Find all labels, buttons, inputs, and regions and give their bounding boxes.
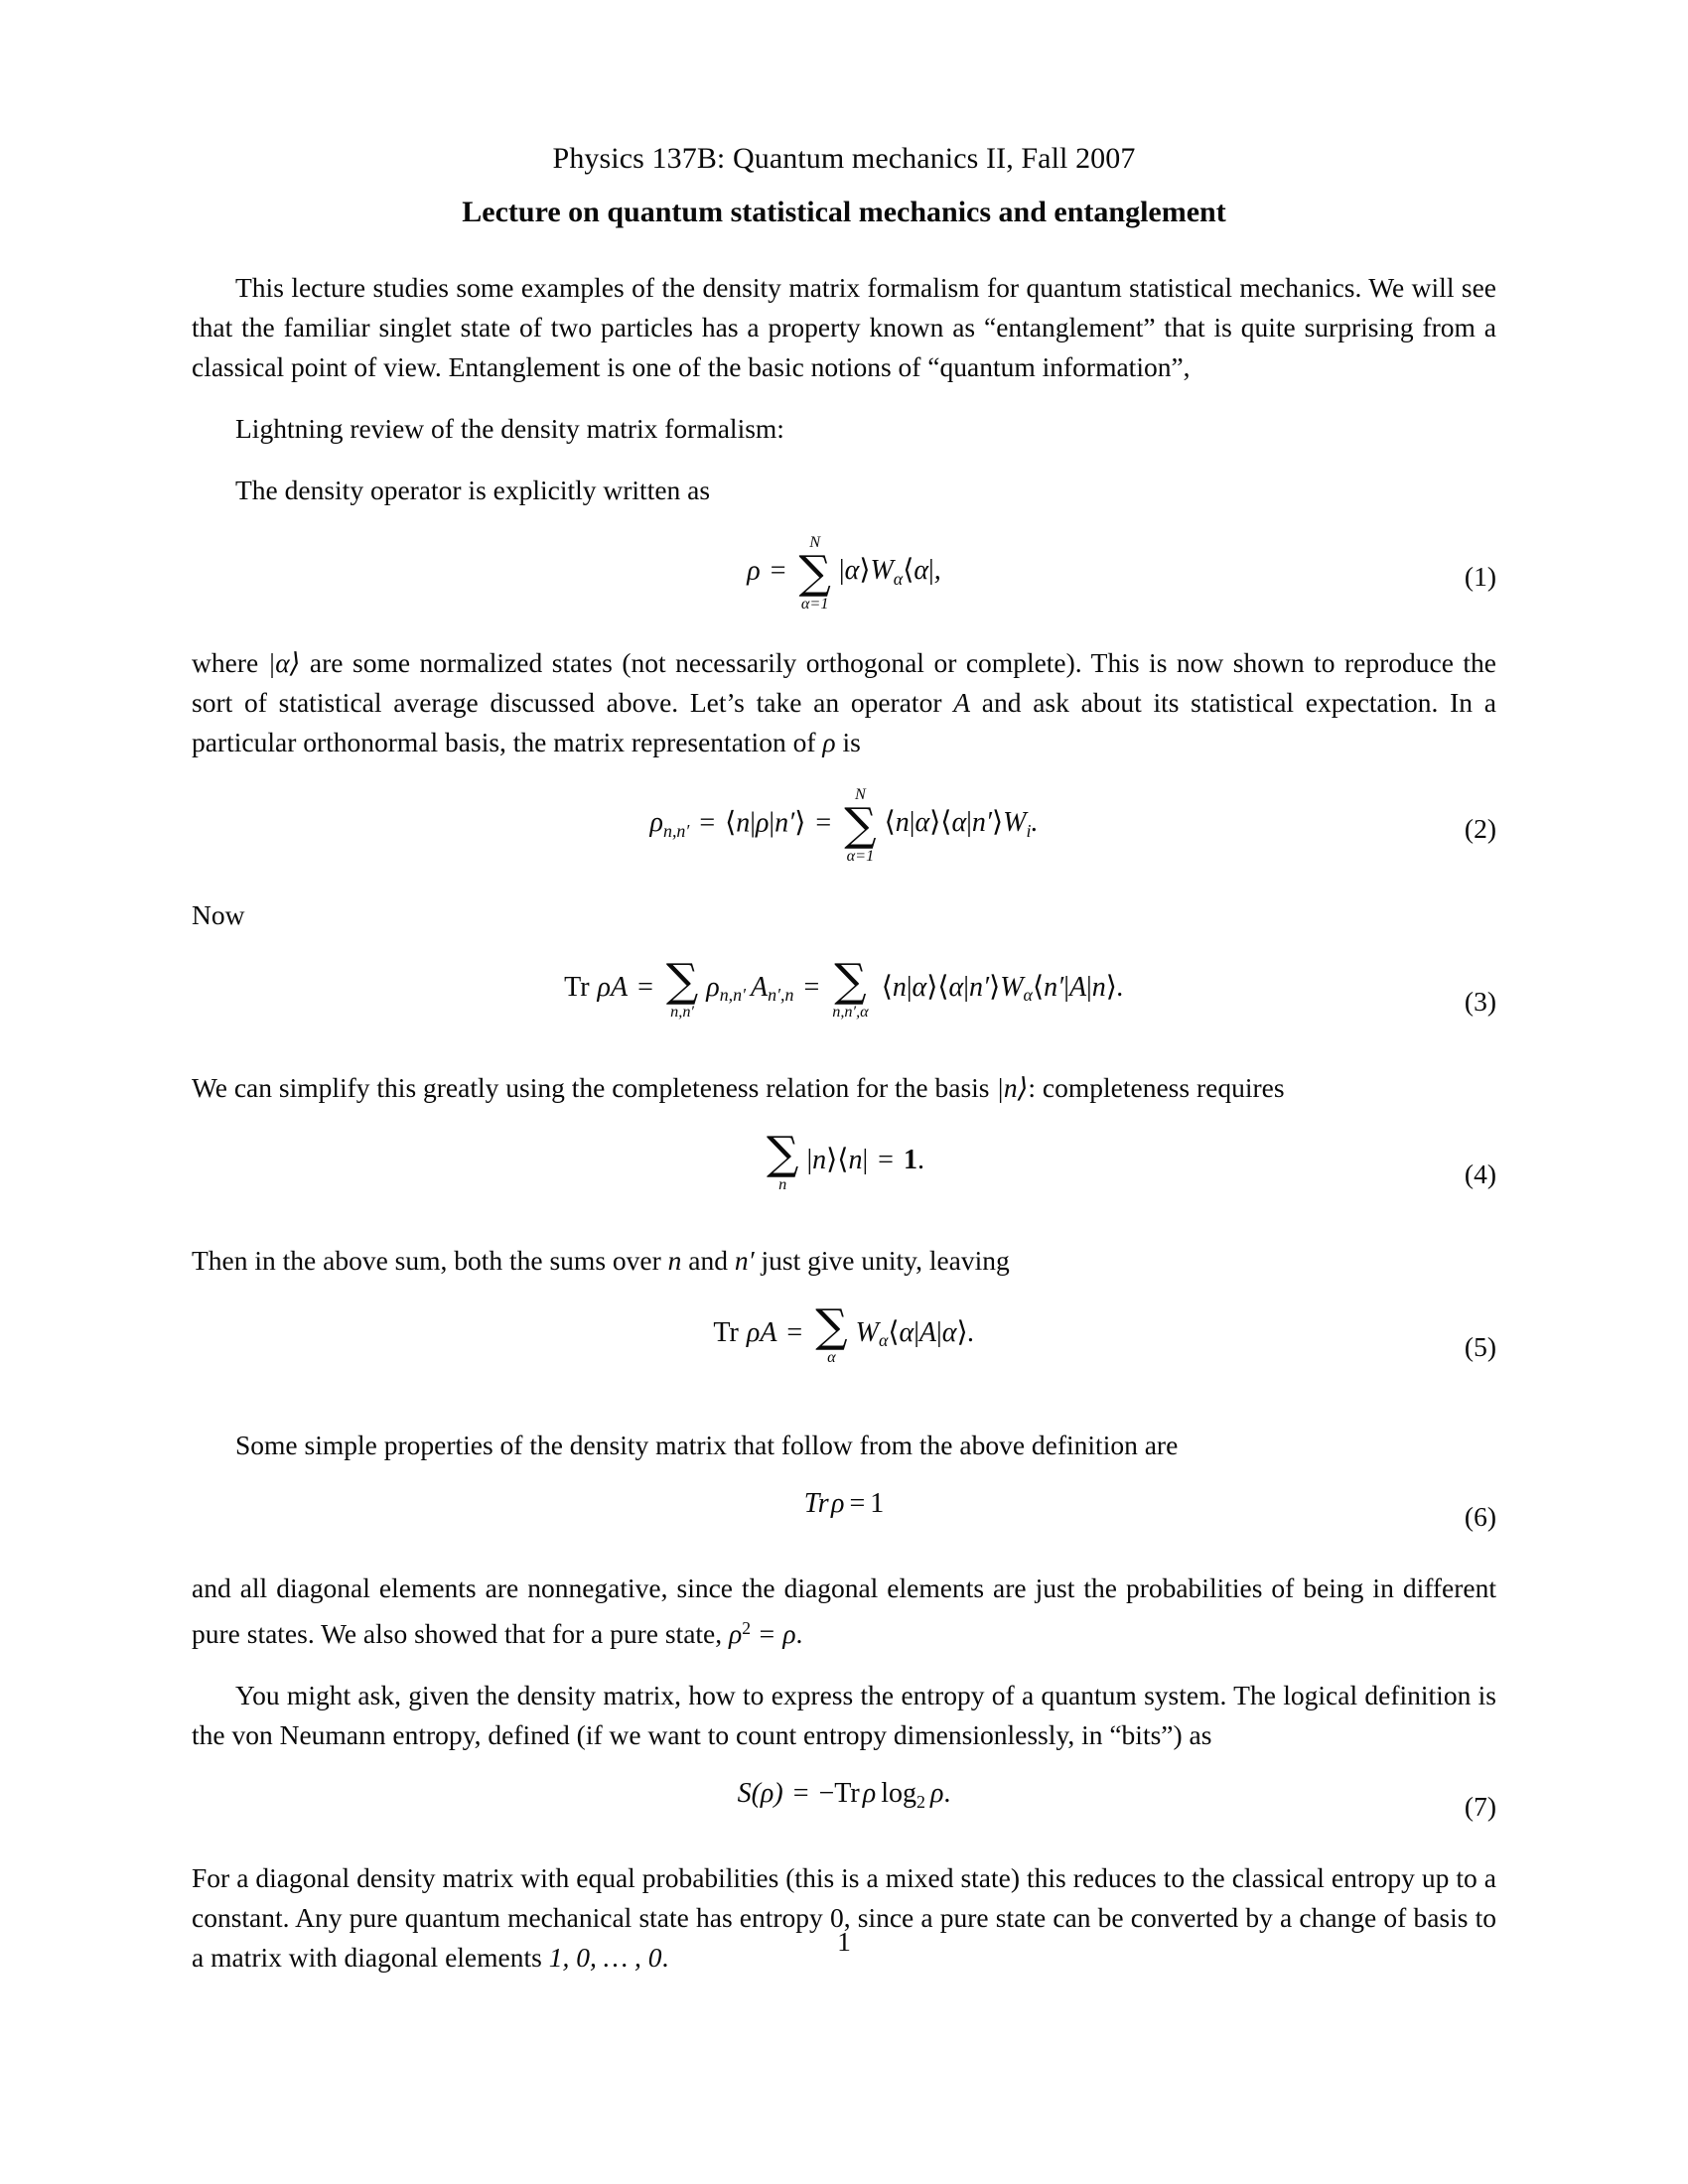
eq1-equals: = [770, 555, 786, 587]
eq7-trace-op: Tr [834, 1778, 860, 1810]
eq2-rhs: ⟨n|α⟩⟨α|n′⟩Wi. [884, 807, 1039, 841]
eq1-rhs: |α⟩Wα⟨α|, [838, 555, 941, 589]
equation-6-number: (6) [1464, 1501, 1496, 1532]
p9-text-a: and all diagonal elements are nonnegative, since the diagonal elements are just the probabilities of being in different pure states. We also showed that for a pure state, [192, 1572, 1496, 1650]
paragraph-now: Now [192, 899, 245, 930]
p7-text-b: and [681, 1245, 735, 1276]
eq2-summation [844, 786, 876, 864]
p4-text-c: and ask about its statistical expectation. In a particular orthonormal basis, the matrix representation of [192, 687, 1496, 757]
sigma-icon: ∑ [798, 546, 831, 600]
equation-6-body: Tr ρ = 1 [803, 1488, 885, 1519]
equation-1-row [192, 534, 1496, 619]
eq4-summation [767, 1127, 799, 1193]
paragraph-completeness [192, 1068, 1496, 1108]
eq2-sum-lower-limit: α=1 [846, 846, 875, 865]
page-title: Lecture on quantum statistical mechanics and entanglement [462, 196, 1226, 228]
page-number: 1 [837, 1926, 851, 1957]
eq3-summation-2 [832, 954, 869, 1021]
p7-text-c: just give unity, leaving [754, 1245, 1010, 1276]
p6-text-a: We can simplify this greatly using the completeness relation for the basis [192, 1072, 997, 1103]
p4-text-d: is [835, 727, 861, 757]
eq4-sum-lower-limit: n [778, 1174, 787, 1193]
paragraph-simple-properties: Some simple properties of the density matrix that follow from the above definition are [235, 1430, 1179, 1460]
equation-5-row [192, 1299, 1496, 1390]
p4-text-b: are some normalized states (not necessarily orthogonal or complete). This is now shown to reproduce the sort of statistical average discussed above. Let’s take an operator [192, 647, 1496, 718]
eq2-braket: ⟨n|ρ|n′⟩ [725, 807, 806, 839]
eq2-lhs: ρn,n′ [649, 807, 690, 841]
equation-4-row [192, 1127, 1496, 1217]
inline-operator-A: A [953, 687, 971, 718]
equation-1-body [192, 534, 1496, 612]
eq1-sum-upper-limit: N [809, 533, 821, 551]
p9-text-b: . [795, 1618, 803, 1650]
paragraph-then-sums [192, 1241, 1496, 1281]
p7-text-a: Then in the above sum, both the sums over [192, 1245, 668, 1276]
eq5-summation [815, 1299, 848, 1366]
equation-6-row [192, 1489, 1496, 1545]
paragraph-density-operator-lead: The density operator is explicitly written as [235, 475, 711, 505]
eq6-trace-rho: Tr ρ [803, 1488, 845, 1519]
eq7-minus: − [818, 1778, 835, 1810]
eq5-rhs: Wα⟨α|A|α⟩. [855, 1316, 975, 1351]
equation-7-body: S(ρ) = −Tr ρ log2 ρ. [737, 1778, 951, 1812]
equation-1-number: (1) [1464, 561, 1496, 592]
sigma-icon: ∑ [665, 954, 699, 1007]
eq4-identity: 1 [903, 1144, 917, 1175]
equation-2-row [192, 786, 1496, 872]
p11-text-a: For a diagonal density matrix with equal probabilities (this is a mixed state) this reduces to the classical entropy up to a constant. Any pure quantum mechanical state has entropy 0, since a pure state can be converted by a change of basis to a matrix with diagonal elements [192, 1862, 1496, 1974]
equation-2-body: ρn,n′ = ⟨n|ρ|n′⟩ = N ∑ α=1 ⟨n|α⟩⟨α|n′⟩Wi. [649, 785, 1039, 865]
eq5-sum-lower-limit: α [827, 1347, 836, 1366]
equation-5-number: (5) [1464, 1331, 1496, 1362]
inline-var-n: n [667, 1245, 682, 1276]
eq1-rho: ρ [747, 555, 761, 587]
equation-4-body: ∑ n |n⟩⟨n| = 1. [767, 1127, 924, 1193]
equation-3-body: Tr ρA = ∑ n,n′ ρn,n′ An′,n = ∑ n,n′,α ⟨n|α⟩⟨α|n′⟩Wα⟨n′|A|n⟩. [564, 954, 1124, 1021]
eq5-trace-op: Tr [713, 1316, 739, 1348]
equation-2-number: (2) [1464, 813, 1496, 844]
p6-text-b: : completeness requires [1028, 1072, 1285, 1103]
p4-text-a: where [192, 647, 268, 678]
paragraph-intro: This lecture studies some examples of the density matrix formalism for quantum statistical mechanics. We will see that the familiar singlet state of two particles has a property known as “entanglement” that is quite surprising from a classical point of view. Entanglement is one of the basic notions of “quantum information”, [192, 272, 1496, 382]
eq7-lhs: S(ρ) [737, 1778, 783, 1810]
inline-var-n-prime: n′ [734, 1245, 755, 1276]
inline-ket-alpha: |α⟩ [267, 647, 301, 678]
equation-3-row [192, 954, 1496, 1044]
eq3-trace-op: Tr [564, 971, 590, 1003]
course-header: Physics 137B: Quantum mechanics II, Fall 2007 [552, 142, 1136, 175]
inline-rho: ρ [822, 727, 836, 757]
eq7-log: log2 [881, 1778, 925, 1812]
eq3-summation-1 [665, 954, 699, 1021]
paragraph-diagonal-elements [192, 1569, 1496, 1654]
paragraph-classical-entropy [192, 1858, 1496, 1978]
equation-7-number: (7) [1464, 1791, 1496, 1823]
sigma-icon: ∑ [767, 1127, 799, 1179]
eq1-sum-lower-limit: α=1 [800, 594, 829, 613]
inline-diagonal-elements: 1, 0, … , 0 [548, 1942, 662, 1974]
paragraph-lightning-review: Lightning review of the density matrix formalism: [235, 413, 784, 444]
eq2-sum-upper-limit: N [854, 785, 866, 803]
page-content [192, 139, 1496, 1978]
paragraph-von-neumann: You might ask, given the density matrix, how to express the entropy of a quantum system. The logical definition is the von Neumann entropy, defined (if we want to count entropy dimensionlessly, in “bits”) as [192, 1680, 1496, 1751]
paragraph-where-alpha [192, 643, 1496, 762]
sigma-icon: ∑ [844, 798, 877, 852]
sigma-icon: ∑ [834, 954, 867, 1007]
eq3-term-2: ⟨n|α⟩⟨α|n′⟩Wα⟨n′|A|n⟩. [881, 971, 1124, 1006]
inline-rho-squared: ρ2 = ρ [729, 1618, 796, 1650]
eq3-sum1-lower-limit: n,n′ [670, 1002, 694, 1021]
equation-5-body: Tr ρA = ∑ α Wα⟨α|A|α⟩. [713, 1299, 975, 1366]
eq3-term-1: ρn,n′ An′,n [706, 971, 794, 1006]
equation-3-number: (3) [1464, 986, 1496, 1017]
eq1-summation [799, 534, 831, 612]
p11-text-b: . [661, 1942, 669, 1974]
inline-ket-n: |n⟩ [996, 1072, 1029, 1103]
sigma-icon: ∑ [815, 1299, 848, 1352]
equation-7-row [192, 1779, 1496, 1835]
eq4-projector: |n⟩⟨n| [806, 1144, 869, 1175]
equation-4-number: (4) [1464, 1159, 1496, 1189]
eq3-sum2-lower-limit: n,n′,α [832, 1002, 869, 1021]
eq6-value: 1 [870, 1488, 885, 1519]
